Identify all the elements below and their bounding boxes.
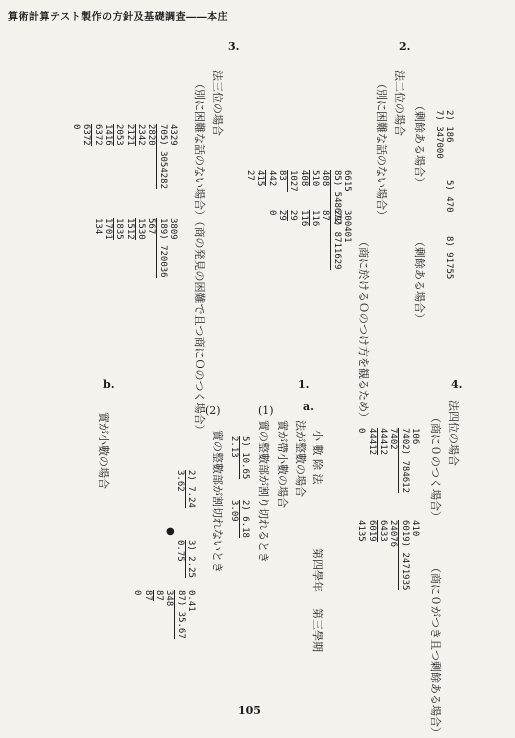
sub2-example-a: 2) 7.24 3.62 bbox=[174, 470, 196, 508]
section-1-number: 1. bbox=[298, 378, 310, 391]
subsection-b-label: b. bbox=[103, 378, 115, 391]
section-1-term: 第三學期 bbox=[311, 608, 324, 652]
subsection-a-heading: 法が整數の場合 bbox=[294, 420, 307, 497]
sub2-example-c: 0.41 87) 35.67 348 87 87 0 bbox=[132, 590, 196, 639]
sub1-heading: 實が帶小數の場合 bbox=[276, 420, 289, 508]
subsection-a-label: a. bbox=[303, 400, 314, 413]
section-2-number: 2. bbox=[399, 40, 411, 53]
sub2-note: 實の整數部が割切れないとき bbox=[211, 430, 224, 573]
section-3-example-a: 4329 705) 3054282 2820 2342 2121 2053 1416 6372 6372 0 bbox=[70, 124, 178, 190]
running-header: 算術計算テスト製作の方針及基礎調査――本庄 bbox=[8, 12, 229, 23]
section-1-title: 小 數 除 法 bbox=[311, 430, 324, 485]
sub1-example-a: 5) 10.65 2.13 bbox=[228, 436, 250, 480]
section-2-example-b: 300401 29) 8711629 87 116 116 29 29 0 bbox=[266, 210, 352, 270]
section-2-sub: （別に困難な話のない場合） bbox=[375, 78, 388, 221]
top-example-2: 5) 470 bbox=[444, 180, 454, 213]
top-example-3: 8) 91755 bbox=[444, 236, 454, 280]
sub1-example-b: 2) 6.18 3.09 bbox=[228, 500, 250, 538]
top-example-label-a: （剰餘ある場合） bbox=[413, 100, 426, 188]
section-4-note: （商に０がつき且つ剰餘ある場合） bbox=[429, 562, 442, 738]
sub1-label: (1) bbox=[258, 404, 274, 417]
subsection-b-heading: 實が小數の場合 bbox=[97, 412, 110, 489]
section-3-heading: 法三位の場合 bbox=[211, 70, 224, 136]
section-3-sub: （別に困難な話のない場合）（商の発見の困難で且つ商にＯのつく場合） bbox=[193, 78, 206, 436]
section-4-heading: 法四位の場合 bbox=[447, 400, 460, 466]
section-3-number: 3. bbox=[228, 40, 240, 53]
top-example-label-b: （剰餘ある場合） bbox=[413, 236, 426, 324]
section-4-example-b: 410 6019) 2471935 24076 6433 6019 4135 bbox=[356, 520, 420, 591]
sub1-note: 實の整數部が割り切れるとき bbox=[257, 420, 270, 563]
section-1-grade: 第四學年 bbox=[311, 548, 324, 592]
section-2-note: （商に於けるＯのつけ方を観るため） bbox=[357, 236, 370, 423]
sub2-label: (2) bbox=[205, 404, 221, 417]
section-2-example-a: 6615 85) 548672 408 510 408 1027 83 442 415 27 bbox=[244, 170, 352, 225]
section-4-example-a: 106 7402) 784612 7402 44412 44412 0 bbox=[356, 428, 420, 494]
section-4-number: 4. bbox=[451, 378, 463, 391]
sub2-example-b: 3) 2.25 0.75 bbox=[174, 540, 196, 578]
section-3-example-b: 3809 189) 720036 567 1530 1512 1835 1701 134 bbox=[92, 218, 178, 278]
top-example-1: 2) 186 7) 347000 bbox=[433, 110, 454, 159]
bullet-dot-icon: ● bbox=[166, 526, 175, 537]
section-2-heading: 法二位の場合 bbox=[393, 70, 406, 136]
page-number: 105 bbox=[238, 704, 261, 717]
section-4-sub: （商に０のつく場合） bbox=[429, 412, 442, 522]
